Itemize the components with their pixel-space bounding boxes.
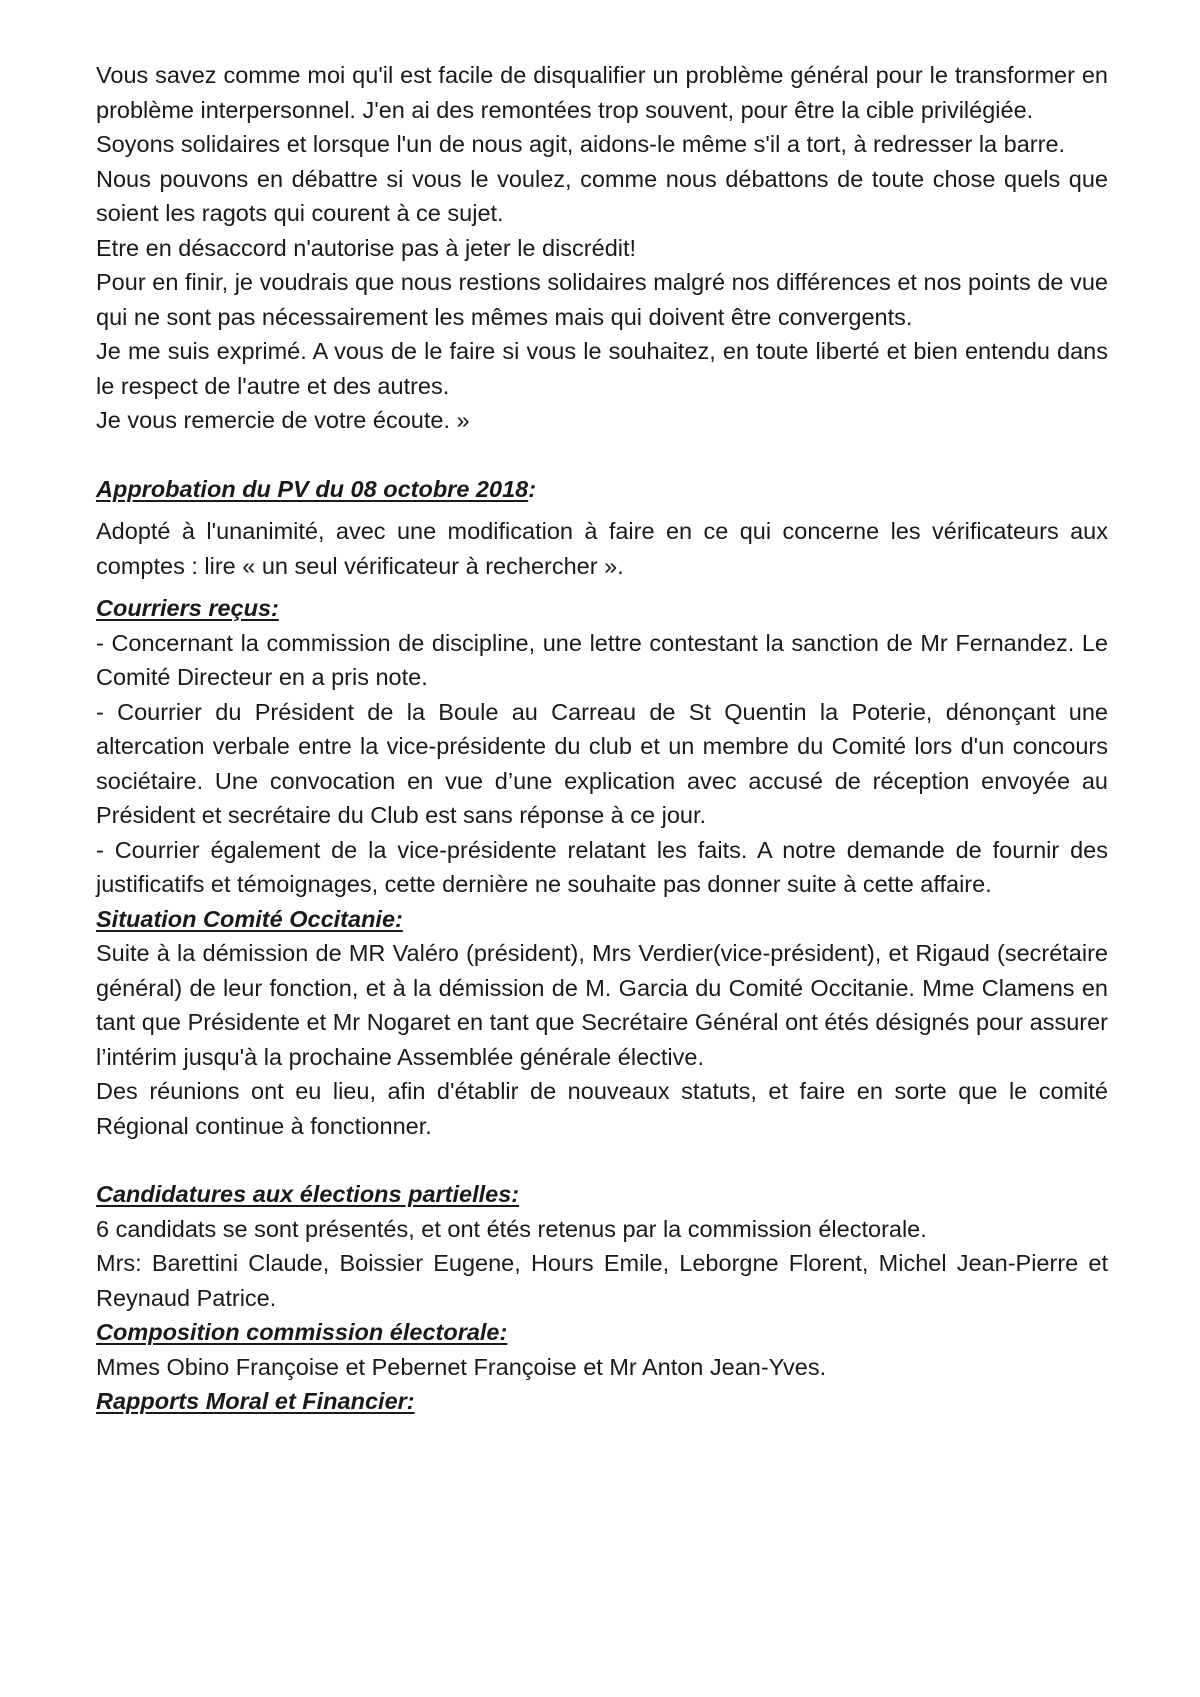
candidatures-paragraph-2: Mrs: Barettini Claude, Boissier Eugene, Hours Emile, Leborgne Florent, Michel Jean-Pierre et Reynaud Patrice.: [96, 1250, 1108, 1311]
candidatures-paragraph-1: 6 candidats se sont présentés, et ont étés retenus par la commission électorale.: [96, 1215, 927, 1242]
occitanie-paragraph-1: Suite à la démission de MR Valéro (président), Mrs Verdier(vice-président), et Rigaud (secrétaire général) de leur fonction, et à la démission de M. Garcia du Comité Occitanie. Mme Clamens en tant que Présidente et Mr Nogaret en tant que Secrétaire Général ont étés désignés pour assurer l’intérim jusqu'à la prochaine Assemblée générale élective.: [96, 940, 1108, 1070]
courrier-item-1: - Concernant la commission de discipline, une lettre contestant la sanction de Mr Fernandez. Le Comité Directeur en a pris note.: [96, 629, 1108, 690]
approbation-heading: [96, 472, 1108, 507]
composition-text: Mmes Obino Françoise et Pebernet Françoise et Mr Anton Jean-Yves.: [96, 1353, 827, 1380]
intro-paragraph-7: Je vous remercie de votre écoute. »: [96, 407, 470, 433]
occitanie-title: Situation Comité Occitanie:: [96, 905, 403, 932]
document-page: [96, 58, 1108, 1419]
courrier-item-3: - Courrier également de la vice-présidente relatant les faits. A notre demande de fournir des justificatifs et témoignages, cette dernière ne souhaite pas donner suite à cette affaire.: [96, 836, 1108, 897]
occitanie-paragraph-2: Des réunions ont eu lieu, afin d'établir de nouveaux statuts, et faire en sorte que le comité Régional continue à fonctionner.: [96, 1078, 1108, 1139]
intro-paragraph-5: Pour en finir, je voudrais que nous restions solidaires malgré nos différences et nos points de vue qui ne sont pas nécessairement les mêmes mais qui doivent être convergents.: [96, 269, 1108, 330]
courriers-heading: [96, 591, 1108, 626]
intro-paragraph-3: Nous pouvons en débattre si vous le voulez, comme nous débattons de toute chose quels que soient les ragots qui courent à ce sujet.: [96, 165, 1108, 226]
intro-paragraph-2: Soyons solidaires et lorsque l'un de nous agit, aidons-le même s'il a tort, à redresser la barre.: [96, 131, 1066, 157]
intro-paragraph-1: Vous savez comme moi qu'il est facile de disqualifier un problème général pour le transformer en problème interpersonnel. J'en ai des remontées trop souvent, pour être la cible privilégiée.: [96, 62, 1108, 123]
intro-paragraph-4: Etre en désaccord n'autorise pas à jeter le discrédit!: [96, 234, 637, 261]
candidatures-heading: [96, 1177, 1108, 1212]
approbation-text: Adopté à l'unanimité, avec une modification à faire en ce qui concerne les vérificateurs aux comptes : lire « un seul vérificateur à rechercher ».: [96, 518, 1108, 579]
courrier-item-2: - Courrier du Président de la Boule au Carreau de St Quentin la Poterie, dénonçant une altercation verbale entre la vice-présidente du club et un membre du Comité lors d'un concours sociétaire. Une convocation en vue d’une explication avec accusé de réception envoyée au Président et secrétaire du Club est sans réponse à ce jour.: [96, 698, 1108, 828]
composition-heading: [96, 1315, 1108, 1350]
intro-paragraph-6: Je me suis exprimé. A vous de le faire si vous le souhaitez, en toute liberté et bien entendu dans le respect de l'autre et des autres.: [96, 338, 1108, 399]
courriers-title: Courriers reçus:: [96, 595, 279, 621]
candidatures-title: Candidatures aux élections partielles:: [96, 1181, 520, 1207]
composition-title: Composition commission électorale:: [96, 1319, 508, 1345]
occitanie-heading: [96, 902, 1108, 937]
approbation-title: Approbation du PV du 08 octobre 2018: [96, 475, 529, 502]
rapports-heading: [96, 1384, 1108, 1419]
rapports-title: Rapports Moral et Financier:: [96, 1388, 415, 1414]
approbation-suffix: :: [528, 475, 537, 502]
